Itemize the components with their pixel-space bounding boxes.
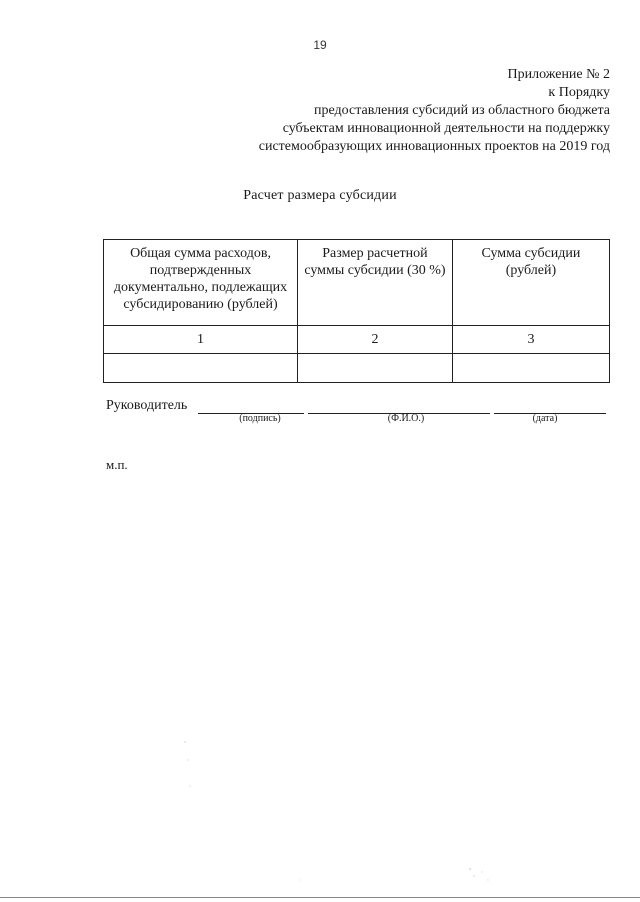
signature-caption: (подпись) xyxy=(239,413,281,424)
header-calculated-amount: Размер расчетной суммы субсидии (30 %) xyxy=(298,240,453,326)
appendix-line: субъектам инновационной деятельности на поддержку xyxy=(282,121,610,136)
column-number: 1 xyxy=(104,326,298,354)
column-number: 3 xyxy=(452,326,609,354)
header-subsidy-amount: Сумма субсидии (рублей) xyxy=(452,240,609,326)
seal-place-mark: м.п. xyxy=(106,457,128,472)
signature-block xyxy=(106,398,616,432)
signature-label: Руководитель xyxy=(106,398,188,413)
table-cell-empty xyxy=(452,354,609,383)
appendix-line: предоставления субсидий из областного бюджета xyxy=(314,103,610,118)
appendix-line: к Порядку xyxy=(548,85,610,100)
table-cell-empty xyxy=(298,354,453,383)
page-bottom-edge xyxy=(0,897,640,898)
table-header-row xyxy=(104,240,610,326)
table-row xyxy=(104,354,610,383)
header-total-expenses: Общая сумма расходов, подтвержденных документально, подлежащих субсидированию (рублей) xyxy=(104,240,298,326)
table-cell-empty xyxy=(104,354,298,383)
document-title: Расчет размера субсидии xyxy=(243,188,397,203)
appendix-line: системообразующих инновационных проектов на 2019 год xyxy=(258,139,610,154)
subsidy-calculation-table xyxy=(103,239,610,383)
date-caption: (дата) xyxy=(532,413,558,424)
column-number: 2 xyxy=(298,326,453,354)
page-number: 19 xyxy=(313,38,327,52)
appendix-block xyxy=(190,66,610,156)
appendix-line: Приложение № 2 xyxy=(507,67,610,82)
full-name-caption: (Ф.И.О.) xyxy=(387,413,425,424)
table-number-row xyxy=(104,326,610,354)
